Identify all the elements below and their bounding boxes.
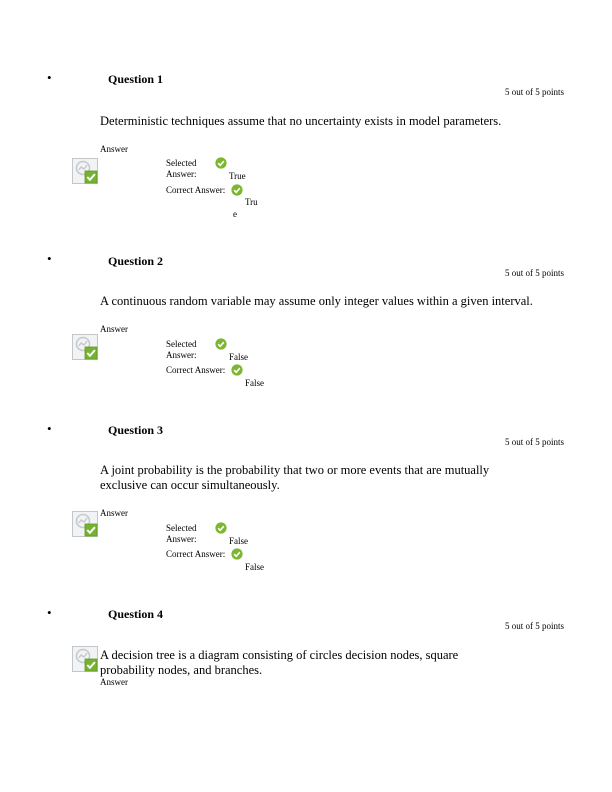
selected-answer-value: False [229, 536, 248, 546]
question-text: A decision tree is a diagram consisting of circles decision nodes, square probability nodes, and branches. [100, 648, 459, 677]
correct-answer-value-wrap: e [233, 209, 237, 219]
correct-answer-label: Correct Answer: [166, 365, 226, 375]
correct-answer-value: False [245, 562, 264, 572]
selected-label-line1: Selected [166, 158, 197, 168]
answer-label: Answer [100, 144, 128, 154]
answer-label: Answer [100, 324, 128, 334]
correct-answer-label: Correct Answer: [166, 185, 226, 195]
selected-label-line1: Selected [166, 339, 197, 349]
question-title: Question 4 [108, 607, 164, 621]
check-circle-icon [231, 364, 243, 376]
correct-answer-label: Correct Answer: [166, 549, 226, 559]
selected-label-line2: Answer: [166, 350, 197, 360]
selected-answer-value: True [229, 171, 246, 181]
selected-label-line1: Selected [166, 523, 197, 533]
bullet: • [47, 421, 52, 436]
selected-label-line2: Answer: [166, 169, 197, 179]
bullet: • [47, 251, 52, 266]
correct-answer-icon [72, 646, 98, 672]
points-score: 5 out of 5 points [504, 621, 564, 631]
correct-answer-icon [72, 158, 98, 184]
points-score: 5 out of 5 points [504, 268, 564, 278]
selected-answer-value: False [229, 352, 248, 362]
question-text: Deterministic techniques assume that no uncertainty exists in model parameters. [100, 114, 502, 128]
question-text: A continuous random variable may assume only integer values within a given interval. [100, 294, 533, 308]
check-circle-icon [215, 157, 227, 169]
question-text: A joint probability is the probability that two or more events that are mutually exclusive can occur simultaneously. [100, 463, 490, 492]
points-score: 5 out of 5 points [504, 87, 564, 97]
check-circle-icon [231, 548, 243, 560]
correct-answer-icon [72, 334, 98, 360]
bullet: • [47, 70, 52, 85]
question-title: Question 3 [108, 423, 164, 437]
answer-label: Answer [100, 677, 128, 687]
selected-label-line2: Answer: [166, 534, 197, 544]
question-title: Question 2 [108, 254, 164, 268]
answer-label: Answer [100, 508, 128, 518]
correct-answer-value: Tru [245, 197, 258, 207]
correct-answer-icon [72, 511, 98, 537]
check-circle-icon [215, 338, 227, 350]
question-title: Question 1 [108, 72, 164, 86]
bullet: • [47, 605, 52, 620]
check-circle-icon [215, 522, 227, 534]
correct-answer-value: False [245, 378, 264, 388]
points-score: 5 out of 5 points [504, 437, 564, 447]
check-circle-icon [231, 184, 243, 196]
